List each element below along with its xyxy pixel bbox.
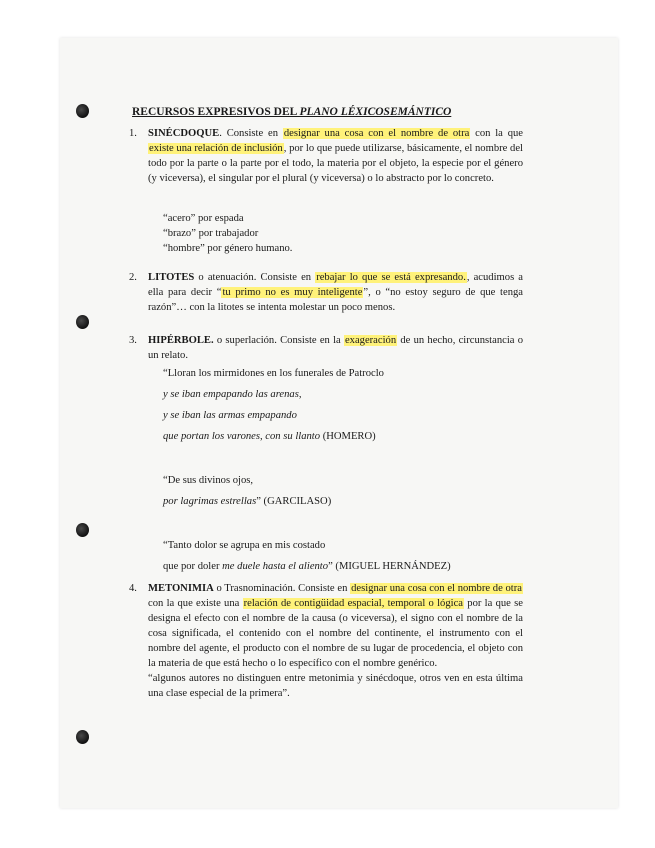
quote-line: que portan los varones, con su llanto (HOMERO) xyxy=(163,431,376,442)
item-text: , por lo que puede utilizarse, básicamente, el nombre del todo por la parte o la parte por el todo, la materia por el objeto, la especie por el género (y viceversa), el singular por el plural (y viceversa) o lo abstracto por lo concreto. xyxy=(148,143,523,184)
item-text: o atenuación. Consiste en xyxy=(194,272,316,283)
item-text: de un hecho, circunstancia o un relato. xyxy=(148,335,523,361)
title-prefix: RECURSOS EXPRESIVOS DEL xyxy=(132,106,300,118)
punch-hole-icon xyxy=(76,104,89,118)
item-text: ”, o “no estoy seguro de que tenga razón”… con la litotes se intenta molestar un poco menos. xyxy=(148,287,523,313)
item-number: 3. xyxy=(129,335,137,346)
quote-line: “Tanto dolor se agrupa en mis costado xyxy=(163,540,326,551)
item-number: 2. xyxy=(129,272,137,283)
quote-line: y se iban las armas empapando xyxy=(163,410,297,421)
item-term: LITOTES xyxy=(148,272,195,283)
item-sinecdoque xyxy=(129,126,523,186)
item-quote: “algunos autores no distinguen entre metonimia y sinécdoque, otros ven en esta última una clase especial de la primera”. xyxy=(148,673,523,699)
item-metonimia xyxy=(129,581,523,701)
quote-line: “De sus divinos ojos, xyxy=(163,475,254,486)
item-text: con la que existe una xyxy=(148,598,243,609)
highlight: existe una relación de inclusión xyxy=(149,143,283,154)
quote-line: que por doler me duele hasta el aliento” (MIGUEL HERNÁNDEZ) xyxy=(163,561,451,572)
punch-hole-icon xyxy=(76,523,89,537)
item-text: por la que se designa el efecto con el nombre de la causa (o viceversa), el signo con el nombre de la cosa significada, el contenido con el nombre del continente, el instrumento con el nombre del agente, el producto con el nombre de su lugar de procedencia, el objeto con la materia de que está hecho o lo específico con el nombre genérico. xyxy=(148,598,523,669)
highlight: exageración xyxy=(344,335,397,346)
item-text: con la que xyxy=(470,128,523,139)
highlight: rebajar lo que se está expresando. xyxy=(316,272,466,283)
highlight: designar una cosa con el nombre de otra xyxy=(283,128,470,139)
quote-line: y se iban empapando las arenas, xyxy=(163,389,302,400)
item-term: SINÉCDOQUE xyxy=(148,128,220,139)
example-line: “brazo” por trabajador xyxy=(163,228,259,239)
item-text: , acudimos a ella para decir “ xyxy=(148,272,524,298)
item-term: METONIMIA xyxy=(148,583,214,594)
item-text: o Trasnominación. Consiste en xyxy=(213,583,351,594)
item-text: o superlación. Consiste en la xyxy=(213,335,344,346)
punch-hole-icon xyxy=(76,315,89,329)
highlight: tu primo no es muy inteligente xyxy=(222,287,363,298)
example-line: “acero” por espada xyxy=(163,213,244,224)
document-title xyxy=(132,106,451,118)
item-term: HIPÉRBOLE. xyxy=(148,335,214,346)
quote-line: por lagrimas estrellas” (GARCILASO) xyxy=(163,496,332,507)
item-hiperbole xyxy=(129,333,523,363)
punch-hole-icon xyxy=(76,730,89,744)
highlight: designar una cosa con el nombre de otra xyxy=(351,583,522,594)
item-litotes xyxy=(129,270,524,315)
item-number: 1. xyxy=(129,128,137,139)
item-text: . Consiste en xyxy=(219,128,283,139)
example-line: “hombre” por género humano. xyxy=(163,243,293,254)
item-number: 4. xyxy=(129,583,137,594)
title-italic: PLANO LÉXICOSEMÁNTICO xyxy=(299,106,452,118)
highlight: relación de contigüidad espacial, temporal o lógica xyxy=(243,598,463,609)
quote-line: “Lloran los mirmidones en los funerales de Patroclo xyxy=(163,368,384,379)
